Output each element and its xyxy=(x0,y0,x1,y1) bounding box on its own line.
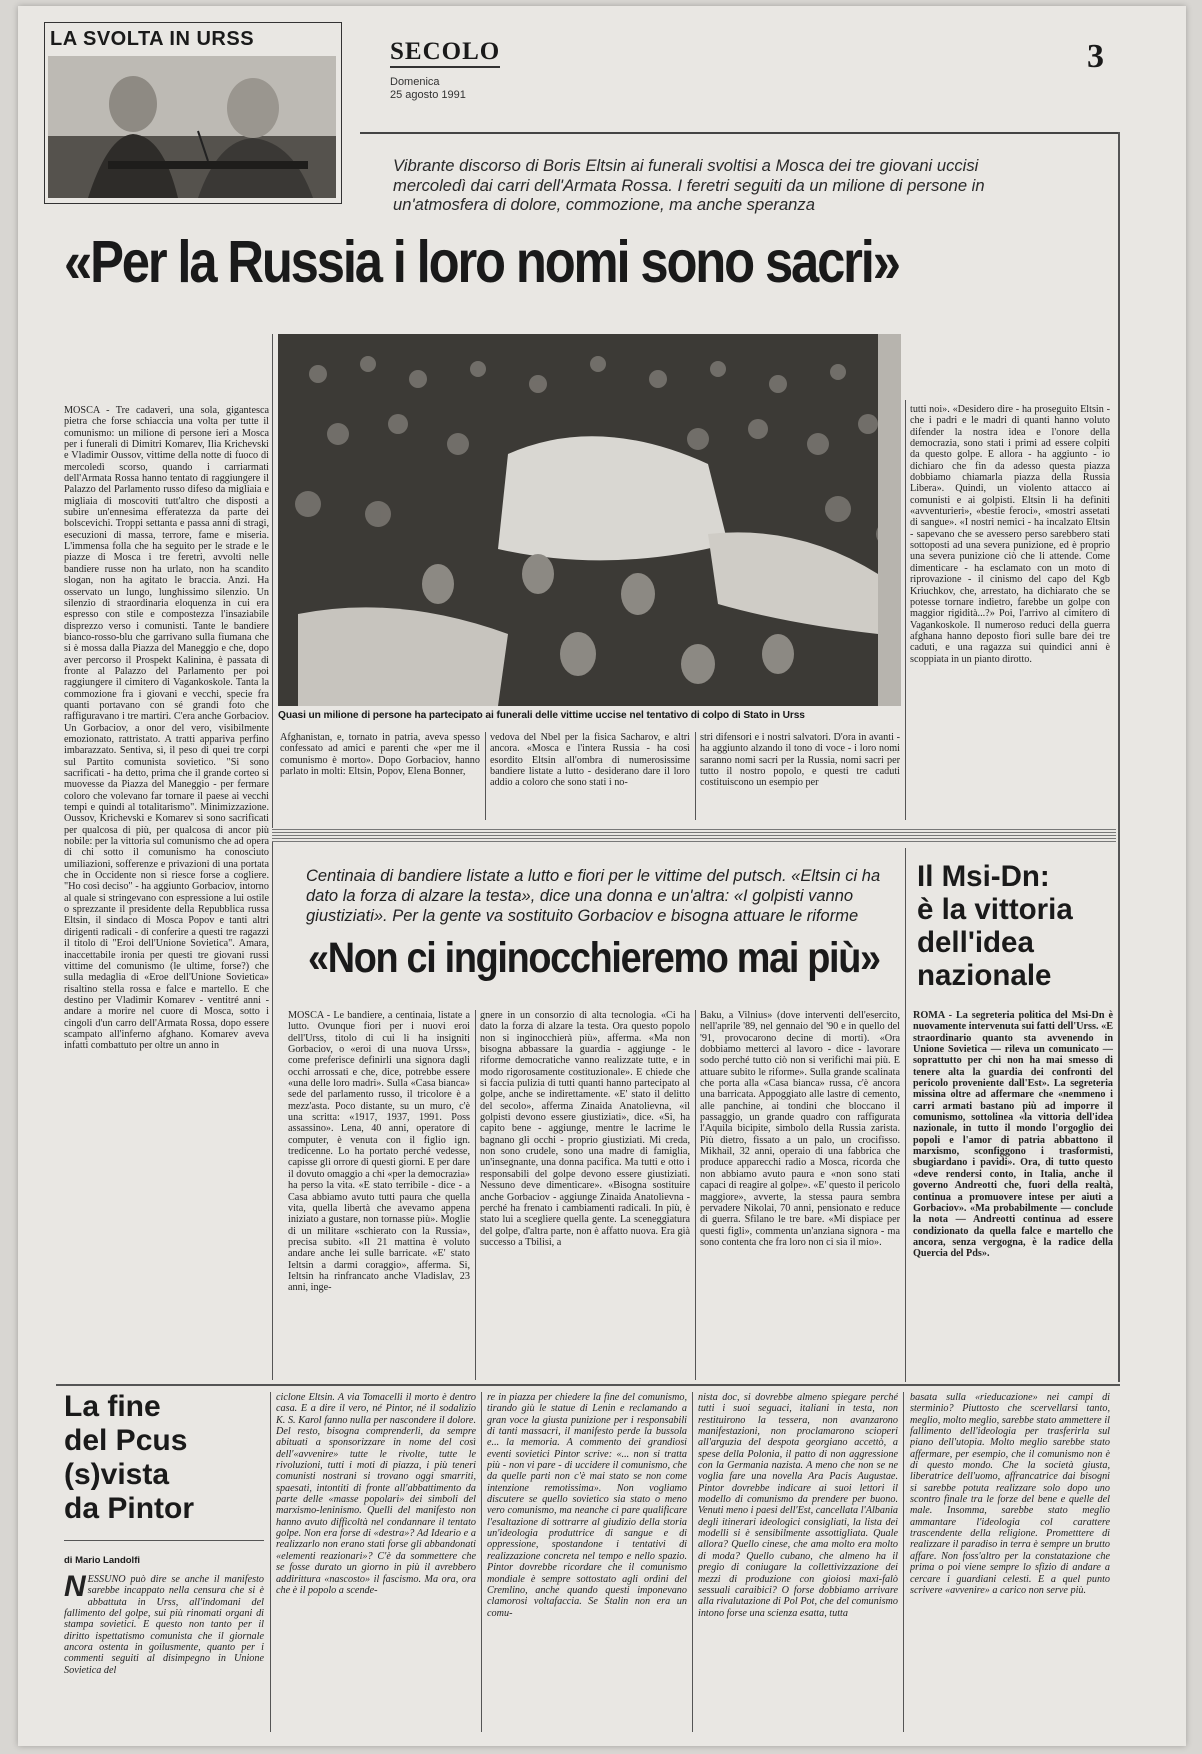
newspaper-name: SECOLO xyxy=(390,38,500,68)
msi-headline-line-1: Il Msi-Dn: xyxy=(917,860,1050,893)
pcus-headline-line-1: La fine xyxy=(64,1390,161,1423)
pcus-headline xyxy=(64,1390,194,1526)
pcus-headline-line-3: (s)vista xyxy=(64,1458,170,1491)
msi-body: ROMA - La segreteria politica del Msi-Dn è nuovamente intervenuta sui fatti dell'Urss. «E straordinario quanto sta avvenendo in Unione Sovietica — rileva un comunicato — soprattutto per chi non ha mai smesso di tenere alta la guardia dei confronti del pericolo proveniente dall'Est». La segreteria missina oltre ad affermare che «nemmeno i carri armati bastano più ad imporre il comunismo, sottolinea «la vittoria dell'idea nazionale, in tutto il mondo l'orgoglio dei popoli e l'amor di patria abbattono il marxismo, sconfiggono i trasformisti, sbugiardano i pavidi». Ora, di tutto questo «deve rendersi conto, in Italia, anche il governo Andreotti che, fuori della realtà, continua a promuovere intese per aiuti a Gorbaciov». «Ma probabilmente — conclude la nota — Andreotti continua ad essere condizionato da quella falce e martello che ancora, senza vergogna, è la radice della Quercia del Pds». xyxy=(913,1010,1113,1260)
pcus-column-4: nista doc, si dovrebbe almeno spiegare perché tutti i suoi seguaci, italiani in testa, non restituirono la tessera, non avanzarono manifestazioni, non proclamarono scioperi all'arguzia del despota georgiano accettò, a spese della Polonia, il patto di non aggressione con la Germania nazista. A meno che non se ne voglia fare una novella Ara Pacis Augustae. Pintor dovrebbe indicare ai suoi lettori il modello di comunismo da prendere per buono. Venuti meno i paesi dell'Est, cancellata l'Albania degli itinerari ideologici consigliati, la lista dei modelli si è sensibilmente assottigliata. Quale allora? Quello cinese, che ama molto era molto di moda? Quello cubano, che almeno ha il pregio di coniugare la collettivizzazione dei mezzi di produzione con gioiosi maxi-falò sessuali caraibici? O forse dobbiamo arrivare alla rivalutazione di Pol Pot, che del comunismo intono forse una scienza esatta, tutta xyxy=(698,1392,898,1619)
pcus-headline-line-2: del Pcus xyxy=(64,1424,188,1457)
second-headline: «Non ci inginocchieremo mai più» xyxy=(308,934,880,982)
pcus-column-2: ciclone Eltsin. A via Tomacelli il morto è dentro casa. E a dire il vero, né Pintor, né il sodalizio K. S. Karol fanno nulla per nascondere il dolore. Del resto, bisogna comprenderli, da sempre abituati a sponsorizzare in nome del così dell'«avvenire» tutte le rivolte, tutte le rivoluzioni, tutti i moti di piazza, i più teneri comunisti nostrani si trovano oggi smarriti, spaesati, intontiti di fronte all'abbattimento da parte delle «masse popolari» dei simboli del marxismo-leninismo. Quelli del manifesto non hanno avuto difficoltà nel condannare il tentato golpe. Non era forse di «destra»? Ad Ideario e a realizzarlo non erano stati forse gli abbandonati «elementi reazionari»? C'è da sommettere che se fosse durato un giorno in più il avrebbero addirittura «nascosto» il fascismo. Ma ora, ora che è il popolo a scende- xyxy=(276,1392,476,1596)
pcus-column-3: re in piazza per chiedere la fine del comunismo, tirando giù le statue di Lenin e reclamando a gran voce la giusta punizione per i responsabili di tanti massacri, il manifesto perde la bussola e... la memoria. A commento dei grandiosi eventi sovietici Pintor scrive: «... non si tratta più - non vi pare - di uccidere il comunismo, che da quelle parti non c'è mai stato se non come intenzione remotissima». Non vogliamo discutere se quello sovietico sia stato o meno vero comunismo, ma neanche ci pare qualificare l'esaltazione di sottrarre al giudizio della storia un'ideologia produttrice di sangue e di oppressione, spostandone i tentativi di realizzazione concreta nel tempo e nello spazio. Pintor dovrebbe ricordare che il comunismo mondiale è sempre sottostato agli ordini del Cremlino, anche quando questi imponevano clamorosi voltafaccia. Se Stalin non era un comu- xyxy=(487,1392,687,1619)
column-rule xyxy=(692,1392,693,1732)
byline-rule xyxy=(64,1540,264,1541)
lead-column-3: vedova del Nbel per la fisica Sacharov, e altri ancora. «Mosca e l'intera Russia - ha così esordito Eltsin all'ombra di numerosissime bandiere listate a lutto - desiderano dare il loro addio a coloro che sono stati i no- xyxy=(490,732,690,789)
column-rule xyxy=(485,732,486,820)
pcus-column-1-text: ESSUNO può dire se anche il manifesto sarebbe incappato nella censura che si è abbattuta in Urss, all'indomani del fallimento del golpe, sui più rinomati organi di stampa sovietici. E questo non tanto per il diritto ispettatismo comunista che il giornale ancora ostenta in goilusmente, quanto per i commenti seguiti al disimpegno in Unione Sovietica del xyxy=(64,1574,264,1676)
column-rule xyxy=(272,334,273,1380)
second-subhead: Centinaia di bandiere listate a lutto e fiori per le vittime del putsch. «Eltsin ci ha dato la forza di alzare la testa», dice una donna e un'altra: «I golpisti vanno giustiziati». Per la gente va sostituito Gorbaciov e bisogna attuare le riforme xyxy=(306,867,881,925)
lead-column-5: tutti noi». «Desidero dire - ha proseguito Eltsin - che i padri e le madri di quanti hanno voluto difender la nostra idea e l'onore della democrazia, sono stati i primi ad essere colpiti da questo golpe. E allora - ha aggiunto - io dichiaro che fin da adesso questa piazza dobbiamo chiamarla piazza della Russia Libera». Quindi, un violento attacco ai comunisti e ai golpisti. Eltsin li ha definiti «avventurieri», «bestie feroci», «mostri assetati di sangue». «I nostri nemici - ha incalzato Eltsin - sapevano che se avessero perso sarebbero stati sottoposti ad una severa punizione, ed è proprio una severa punizione ciò che li attende. Come dimenticare - ha esclamato con un moto di riprovazione - il cinismo del capo del Kgb Kriuchkov, che, arrestato, ha dichiarato che se potesse tornare indietro, farebbe un golpe con maggior rigidità...?» Poi, l'arrivo al cimitero di Vagankoskole. Il numeroso reduci della guerra afghana hanno deposto fiori sulle bare dei tre caduti, e una ragazza sui quindici anni è scoppiata in un pianto dirotto. xyxy=(910,404,1110,665)
right-rule xyxy=(1118,132,1120,1382)
issue-day: Domenica xyxy=(390,76,440,88)
second-column-2: gnere in un consorzio di alta tecnologia. «Ci ha dato la forza di alzare la testa. Ora questo popolo non si inginocchierà più», afferma. «Ma non bisogna abbassare la guardia - aggiunge - le riforme democratiche vanno realizzate tutte, e in modo rigorosamente costituzionale». E chiede che si faccia pulizia di tutti quanti hanno partecipato al golpe, anche se indirettamente. «E' stato il delitto del secolo», afferma Zinaida Anatolievna, «il golpisti devono essere giustiziati», dice. «Si, ha capito bene - aggiunge, mentre le lacrime le bagnano gli occhi - proprio giustiziati. Mi creda, non sono crudele, sono una madre di famiglia, un'insegnante, una donna pacifica. Ma tutti e otto i responsabili del golpe devono essere giustiziati. Nessuno deve dimenticare». «Bisogna sostituire anche Gorbaciov - aggiunge Zinaida Anatolievna - perché ha frenato i cambiamenti radicali. In più, è stato lui a scegliere quella gente. La sceneggiatura del golpe, d'altra parte, non è affatto nuova. Era già successo a Tbilisi, a xyxy=(480,1010,690,1248)
lead-column-2: Afghanistan, e, tornato in patria, aveva spesso confessato ad amici e parenti che «per me il comunismo è morto». Dopo Gorbaciov, hanno parlato in molti: Eltsin, Popov, Elena Bonner, xyxy=(280,732,480,778)
column-rule xyxy=(695,732,696,820)
column-rule xyxy=(475,1010,476,1380)
byline: di Mario Landolfi xyxy=(64,1555,140,1566)
msi-headline-line-2: è la vittoria xyxy=(917,893,1073,926)
lead-column-4: stri difensori e i nostri salvatori. D'ora in avanti - ha aggiunto alzando il tono di voce - i loro nomi saranno nomi sacri per la Russia, nomi sacri per tutto il nostro popolo, e questi tre caduti costituiscono un esempio per xyxy=(700,732,900,789)
second-column-1: MOSCA - Le bandiere, a centinaia, listate a lutto. Ovunque fiori per i nuovi eroi dell'Urss, titolo di cui li ha insigniti Gorbaciov, o «eroi di una nuova Urss», come preferisce definirli una signora dagli occhi arrossati e che, dice, potrebbe essere «una delle loro madri». Sulla «Casa bianca» sede del parlamento russo, il tricolore è a mezz'asta. Poco distante, su un muro, c'è una scritta: «1917, 1937, 1991. Poss assassino». Lena, 40 anni, operatore di computer, è venuta con il figlio ign. tredicenne. Lo ha portato perché vedesse, capisse gli orrore di questi giorni. E per dare il dovuto omaggio a chi «per la democrazia» ha perso la vita. «E stato terribile - dice - a Casa abbiamo avuto tutti paura che quella vita, quella libertà che avevamo appena iniziato a gustare, non tornasse più». Moglie di un militare «schierato con la Russia», precisa subito. «Il 21 mattina è voluto andare anche lei sulle barricate. «E' stato Ieltsin a darmi coraggio», afferma. Si, Ieltsin ha rinfrancato anche Vladislav, 23 anni, inge- xyxy=(288,1010,470,1294)
column-rule xyxy=(903,1392,904,1732)
lead-subhead: Vibrante discorso di Boris Eltsin ai funerali svoltisi a Mosca dei tre giovani uccisi mercoledì dai carri dell'Armata Rossa. I feretri seguiti da un milione di persone in un'atmosfera di dolore, commozione, ma anche speranza xyxy=(393,156,985,214)
section-tag: LA SVOLTA IN URSS xyxy=(50,28,255,50)
page-number: 3 xyxy=(1087,38,1104,75)
column-rule xyxy=(905,848,906,1382)
issue-date xyxy=(390,76,466,102)
funeral-photo-graphic xyxy=(278,334,901,706)
separator-band xyxy=(272,828,1116,842)
msi-headline xyxy=(917,860,1073,992)
msi-headline-line-3: dell'idea xyxy=(917,926,1034,959)
second-column-3: Baku, a Vilnius» (dove interventi dell'esercito, nell'aprile '89, nel gennaio del '90 e in quello del '91, provocarono decine di morti). «Ora dobbiamo metterci al lavoro - dice - lavorare sodo perché tutto ciò non si verifichi mai più. E attuare subito le riforme». Sulla grande scalinata che porta alla «Casa bianca» russa, c'è ancora una barricata. Appoggiato alle lastre di cemento, alle panchine, ai tondini che bloccano il passaggio, un grande quadro con raffigurata l'Aquila bicipite, simbolo della Russia zarista. Più dietro, fissato a un palo, un crocifisso. Mikhail, 32 anni, operaio di una fabbrica che produce apparecchi radio a Mosca, ricorda che non abbiamo avuto paura e «non sono stati capaci di reagire al golpe». «E' questo il pericolo maggiore», avverte, la stessa paura sembra pervadere Nikolai, 70 anni, pensionato e reduce di guerra. Sfilano le tre bare. «Mi dispiace per questi figli», commenta un'anziana signora - ma sono contenta che fra loro non ci sia il mio». xyxy=(700,1010,900,1248)
column-rule xyxy=(481,1392,482,1732)
funeral-photo xyxy=(278,334,901,706)
lead-column-1: MOSCA - Tre cadaveri, una sola, gigantesca pietra che forse schiaccia una volta per tutte il comunismo: un milione di persone ieri a Mosca per i funerali di Dimitri Komarev, Ilia Krichevski e Vladimir Oussov, vittime della notte di fuoco di mercoledì scorso, quando i carriarmati dell'Armata Rossa hanno tentato di raggiungere il Palazzo del Parlamento russo difeso da migliaia e migliaia di moscoviti tutt'altro che disposti a subire un'ennesima efferatezza da parte dei bolscevichi. Troppi settanta e passa anni di stragi, esecuzioni di massa, terrore, fame e miseria. L'immensa folla che ha seguito per le strade e le piazze di Mosca i tre feretri, avvolti nelle bandiere russe non ha urlato, non ha scandito slogan, non ha agitato le braccia. Anzi. Ha osservato un lungo, lunghissimo silenzio. Un silenzio di straordinaria eloquenza in cui era espresso con stile e compostezza l'insaziabile disprezzo verso i comunisti. Tante le bandiere bianco-rosso-blu che garrivano sulla fiumana che si è mossa dalla Piazza del Maneggio e che, dopo aver percorso il Prospekt Kalinina, è passata di fronte al Palazzo del Parlamento per poi raggiungere il cimitero di Vagankoskole. Tanta la commozione fra i giovani e vecchi, specie fra quanti portavano con sé grandi foto che raffiguravano i tre martiri. C'era anche Gorbaciov. Un Gorbaciov, a onor del vero, visibilmente emozionato, rattristato. A tratti appariva perfino imbarazzato. Sentiva, sì, il peso di quei tre corpi sul Partito comunista sovietico. "Si sono sacrificati - ha detto, prima che il grande corteo si muovesse da Piazza del Maneggio - per fermare coloro che volevano far tornare il paese ai vecchi tempi e quindi al totalitarismo". Minimizzazione. Oussov, Krichevski e Komarev si sono sacrificati per qualcosa di più, per qualcosa di ancor più nobile: per la vittoria sul comunismo che ad opera di chi sotto il comunismo ha conosciuto umiliazioni, sofferenze e privazioni di una portata che in Occidente non si riesce forse a cogliere. "Ho così deciso" - ha aggiunto Gorbaciov, intorno al quale si stringevano con espressione a lui ostile o sprezzante il presidente della Repubblica russa Eltsin, il sindaco di Mosca Popov e tanti altri dirigenti radicali - di conferire a questi tre ragazzi il titolo di "Eroi dell'Unione Sovietica". Amara, inaccettabile ironia per questi tre giovani russi vittime del comunismo (le ultime, forse?) che sulla medaglia di «Eroe dell'Unione Sovietica» risaltino stella rossa e falce e martello. E che destino per Vladimir Komarev - ventitré anni - andare a morire nel cuore di Mosca, sotto i cingoli d'un carro dell'Armata Rossa, dopo essere scampato all'inferno afghano. Komarev aveva infatti combattuto per oltre un anno in xyxy=(64,405,269,1052)
pcus-headline-line-4: da Pintor xyxy=(64,1492,195,1525)
dropcap: N xyxy=(64,1574,86,1603)
column-rule xyxy=(270,1392,271,1732)
lead-headline: «Per la Russia i loro nomi sono sacri» xyxy=(64,229,899,295)
photo-caption: Quasi un milione di persone ha partecipato ai funerali delle vittime uccise nel tentativo di colpo di Stato in Urss xyxy=(278,710,805,721)
header-photo-graphic xyxy=(48,56,336,198)
top-rule xyxy=(360,132,1120,134)
header-photo xyxy=(48,56,336,198)
bottom-rule xyxy=(56,1384,1120,1386)
column-rule xyxy=(695,1010,696,1380)
pcus-column-1 xyxy=(64,1574,264,1734)
msi-headline-line-4: nazionale xyxy=(917,959,1052,992)
pcus-column-5: basata sulla «rieducazione» nei campi di sterminio? Piuttosto che scervellarsi tanto, meglio, molto meglio, sarebbe stato ammettere il fallimento dell'ideologia per trasferirla sul piano dell'utopia. Molto meglio sarebbe stato affermare, per esempio, che il comunismo non è di questo mondo. Che la società giusta, liberatrice dell'uomo, affrancatrice dai bisogni si sarebbe potuta realizzare solo dopo uno scontro finale tra le forze del bene e quelle del male. Insomma, sarebbe stato meglio ammantare l'ideologia col carattere trascendente della religione. Prometttere di realizzare il paradiso in terra è sempre un brutto affare. Non foss'altro per la constatazione che prima o poi viene sempre lo sfizio di andare a cercare i guardiani celesti. E a quel punto scrivere «avvenire» a carico non serve più. xyxy=(910,1392,1110,1596)
column-rule xyxy=(905,400,906,820)
issue-date-text: 25 agosto 1991 xyxy=(390,89,466,101)
